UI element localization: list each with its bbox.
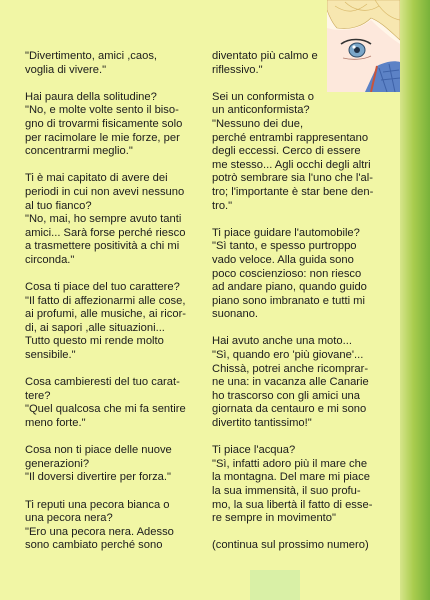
paragraph: Ti piace guidare l'automobile? "Sì tanto, e spesso purtroppo vado veloce. Alla guida sono poco coscienzioso: non riesco ad andare piano, quando guido piano sono imbranato e tutti mi suonano. xyxy=(212,226,367,321)
paragraph: diventato più calmo e riflessivo." xyxy=(212,50,318,76)
paragraph: Sei un conformista o un anticonformista? "Nessuno dei due, perché entrambi rappresentano degli eccessi. Cerco di essere me stesso... Agli occhi degli altri potrò sembrare sia l'uno che l'al- tro; l'importante è star bene den- tro." xyxy=(212,90,374,212)
paragraph: Hai paura della solitudine? "No, e molte volte sento il biso- gno di trovarmi fisicamente solo per racimolare le mie forze, per concentrarmi meglio." xyxy=(25,90,183,158)
paragraph: Ti reputi una pecora bianca o una pecora nera? "Ero una pecora nera. Adesso sono cambiato perché sono xyxy=(25,498,174,552)
continued-note: (continua sul prossimo numero) xyxy=(212,539,369,552)
side-gradient-strip xyxy=(400,0,430,600)
bottom-tab xyxy=(250,570,300,600)
paragraph: Cosa cambieresti del tuo carat- tere? "Quel qualcosa che mi fa sentire meno forte." xyxy=(25,376,186,430)
paragraph: Ti piace l'acqua? "Sì, infatti adoro più il mare che la montagna. Del mare mi piace la sua immensità, il suo profu- mo, la sua libertà il fatto di esse- re sempre in movimento" xyxy=(212,444,373,525)
left-text-column xyxy=(25,50,207,567)
paragraph: Cosa ti piace del tuo carattere? "Il fatto di affezionarmi alle cose, ai profumi, alle musiche, ai ricor- di, ai sapori ,alle situazioni... Tutto questo mi rende molto sensibile." xyxy=(25,281,187,362)
paragraph: "Divertimento, amici ,caos, voglia di vivere." xyxy=(25,50,158,76)
paragraph: Ti è mai capitato di avere dei periodi in cui non avevi nessuno al tuo fianco? "No, mai, ho sempre avuto tanti amici... Sarà forse perché riesco a trasmettere positività a chi mi circonda." xyxy=(25,172,186,266)
paragraph: Hai avuto anche una moto... "Sì, quando ero 'più giovane'... Chissà, potrei anche ricomprar- ne una: in vacanza alle Canarie ho trascorso con gli amici una giornata da centauro e mi sono divertito tantissimo!" xyxy=(212,335,369,430)
paragraph: Cosa non ti piace delle nuove generazioni? "Il doversi divertire per forza." xyxy=(25,444,172,484)
right-text-column xyxy=(212,50,394,567)
